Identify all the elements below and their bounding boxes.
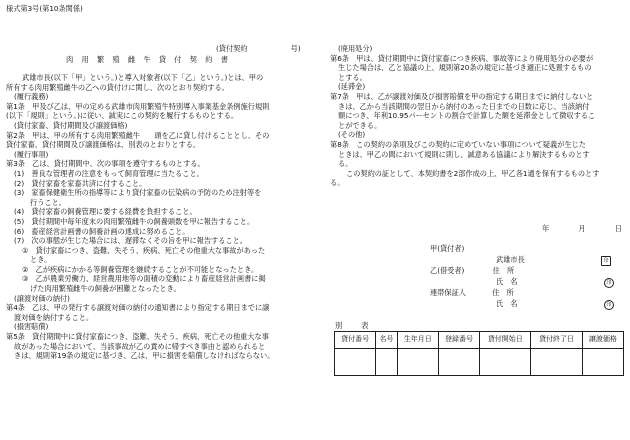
right-paragraph-line: る。 bbox=[330, 178, 345, 188]
left-paragraph-line: (3) 家畜保健衛生所の指導等により貸付家畜の伝染病の予防のため注射等を bbox=[14, 188, 262, 198]
right-paragraph-line: (その他) bbox=[338, 130, 366, 140]
header-cell: 登録番号 bbox=[438, 332, 479, 349]
table-cell bbox=[582, 349, 623, 376]
table-cell bbox=[480, 349, 531, 376]
right-paragraph-line: とする。 bbox=[338, 72, 367, 82]
left-paragraph-line: 武雄市長(以下「甲」という。)と導入対象者(以下「乙」という。)とは、甲の bbox=[22, 73, 264, 82]
header-cell: 貸付開始日 bbox=[480, 332, 531, 349]
table-cell bbox=[531, 349, 582, 376]
right-paragraph-line: (延滞金) bbox=[338, 82, 366, 92]
table-cell bbox=[397, 349, 438, 376]
left-column-body bbox=[6, 73, 312, 361]
left-paragraph-line: (履行義務) bbox=[14, 92, 49, 102]
date-year: 年 bbox=[542, 224, 550, 233]
party-b-label: 乙(借受者) bbox=[430, 266, 465, 275]
left-paragraph-line: 第3条 乙は、貸付期間中、次の事項を遵守するものとする。 bbox=[6, 159, 205, 169]
left-paragraph-line: (損害賠償) bbox=[14, 322, 49, 332]
right-paragraph-line: 第6条 甲は、貸付期間中に貸付家畜につき疾病、事故等により廃用処分の必要が bbox=[330, 53, 594, 63]
right-paragraph-line: 生じた場合は、乙と協議の上、規則第20条の規定に基づき適正に処置するもの bbox=[338, 63, 592, 73]
form-header: 様式第3号(第10条関係) bbox=[6, 4, 83, 13]
left-paragraph-line: (6) 畜産経営計画書の飼養計画の達成に努めること。 bbox=[14, 226, 190, 236]
appendix-label: 別 表 bbox=[335, 321, 375, 330]
party-b-seal: 印 bbox=[604, 278, 614, 288]
right-paragraph-line: 第8条 この契約の条項及びこの契約に定めていない事項について疑義が生じた bbox=[330, 139, 586, 149]
party-a-name-row bbox=[424, 255, 624, 266]
header-cell: 貸付終了日 bbox=[531, 332, 582, 349]
party-a-block bbox=[424, 244, 624, 254]
left-paragraph-line: 第5条 貸付期間中に貸付家畜につき、盗難、失そう、疾病、死亡その他重大な事 bbox=[6, 332, 269, 342]
left-paragraph-line: ③ 乙が農業労働力、経営農用地等の面積の変動により畜産経営計画書に掲 bbox=[22, 274, 266, 284]
left-paragraph-line: (2) 貸付家畜を家畜共済に付すること。 bbox=[14, 178, 147, 188]
date-day: 日 bbox=[614, 224, 622, 233]
right-paragraph-line: この契約の証として、本契約書を2部作成の上、甲乙各1通を保有するものとす bbox=[346, 168, 600, 178]
right-paragraph-line: 第7条 甲は、乙が譲渡対価及び損害賠償を甲の指定する期日までに納付しないと bbox=[330, 91, 594, 101]
left-paragraph-line: ① 貸付家畜につき、盗難、失そう、疾病、死亡その他重大な事故があった bbox=[22, 245, 266, 255]
party-b-address-label: 住 所 bbox=[492, 266, 515, 275]
left-paragraph-line: 渡対価を納付すること。 bbox=[14, 312, 94, 322]
contract-number: (貸付契約 号) bbox=[216, 44, 301, 53]
date-line bbox=[542, 224, 622, 234]
right-paragraph-line: ときは、甲乙の間において規則に則し、誠意ある協議により解決するものとす bbox=[338, 149, 590, 159]
document-title: 肉 用 繁 殖 雌 牛 貸 付 契 約 書 bbox=[66, 55, 231, 64]
guarantor-seal: 印 bbox=[604, 300, 614, 310]
left-paragraph-line: 第4条 乙は、甲の発行する譲渡対価の納付の通知書により指定する期日までに譲 bbox=[6, 303, 270, 313]
header-cell: 譲渡価格 bbox=[582, 332, 623, 349]
header-cell: 貸付番号 bbox=[335, 332, 376, 349]
right-paragraph-line: きは、乙から当該期間の翌日から納付のあった日までの日数に応じ、当該納付 bbox=[338, 101, 590, 111]
guarantor-address-label: 住 所 bbox=[492, 288, 514, 297]
left-paragraph-line: きは、規則第19条の規定に基づき、乙は、甲に損害を賠償しなければならない。 bbox=[14, 351, 275, 361]
left-paragraph-line: 第1条 甲及び乙は、甲の定める武雄市肉用繁殖牛特別導入事業基金条例施行規則 bbox=[6, 101, 270, 111]
right-column-body bbox=[330, 44, 624, 188]
header-cell: 名号 bbox=[376, 332, 397, 349]
left-paragraph-line: げた肉用繁殖雌牛の飼養が困難となったとき。 bbox=[30, 284, 181, 294]
left-paragraph-line: (譲渡対価の納付) bbox=[14, 293, 70, 303]
guarantor-label: 連帯保証人 bbox=[430, 288, 466, 297]
left-paragraph-line: (以下「規則」という。)に従い、誠実にこの契約を履行するものとする。 bbox=[6, 111, 239, 121]
right-paragraph-line: 額につき、年利10.95パーセントの割合で計算した額を延滞金として徴収するこ bbox=[338, 111, 596, 121]
right-paragraph-line: る。 bbox=[338, 159, 353, 169]
appendix-table bbox=[334, 331, 624, 376]
table-cell bbox=[335, 349, 376, 376]
party-a-seal: 印 bbox=[601, 256, 611, 266]
party-b-name-row bbox=[424, 277, 624, 288]
party-a-label: 甲(貸付者) bbox=[430, 244, 465, 253]
left-paragraph-line: ② 乙が疾病にかかる等飼養管理を継続することが不可能となったとき。 bbox=[22, 264, 259, 274]
left-paragraph-line: 所有する肉用繁殖雌牛の乙への貸付けに関し、次のとおり契約する。 bbox=[6, 82, 229, 92]
table-header-row bbox=[335, 332, 624, 349]
left-paragraph-line: (貸付家畜、貸付期間及び譲渡価格) bbox=[14, 120, 128, 130]
left-paragraph-line: (5) 貸付期間中毎年度末の肉用繁殖雌牛の飼養頭数を甲に報告すること。 bbox=[14, 216, 255, 226]
guarantor-address-row bbox=[424, 288, 624, 298]
left-paragraph-line: とき。 bbox=[30, 255, 52, 265]
table-cell bbox=[376, 349, 397, 376]
date-month: 月 bbox=[578, 224, 586, 233]
left-paragraph-line: 第2条 甲は、甲の所有する肉用繁殖雌牛 頭を乙に貸し付けることとし、その bbox=[6, 130, 270, 140]
party-b-address-row bbox=[424, 266, 624, 276]
right-paragraph-line: (廃用処分) bbox=[338, 44, 373, 53]
left-paragraph-line: 故があった場合において、当該事故が乙の責めに帰すべき事由と認められると bbox=[14, 341, 266, 351]
left-paragraph-line: (1) 善良な管理者の注意をもって飼育管理に当たること。 bbox=[14, 168, 204, 178]
left-paragraph-line: 貸付家畜、貸付期間及び譲渡価格は、別表のとおりとする。 bbox=[6, 140, 201, 150]
left-paragraph-line: 行うこと。 bbox=[30, 197, 66, 207]
right-paragraph-line: とができる。 bbox=[338, 120, 382, 130]
left-paragraph-line: (履行事項) bbox=[14, 149, 49, 159]
table-row bbox=[335, 349, 624, 376]
left-paragraph-line: (4) 貸付家畜の飼養管理に要する経費を負担すること。 bbox=[14, 207, 197, 217]
party-b-name-label: 氏 名 bbox=[496, 277, 518, 286]
guarantor-name-label: 氏 名 bbox=[496, 299, 518, 308]
table-cell bbox=[438, 349, 479, 376]
header-cell: 生年月日 bbox=[397, 332, 438, 349]
guarantor-name-row bbox=[424, 299, 624, 310]
left-paragraph-line: (7) 次の事態が生じた場合には、遅滞なくその旨を甲に報告すること。 bbox=[14, 236, 247, 246]
party-a-name: 武雄市長 bbox=[496, 255, 525, 264]
